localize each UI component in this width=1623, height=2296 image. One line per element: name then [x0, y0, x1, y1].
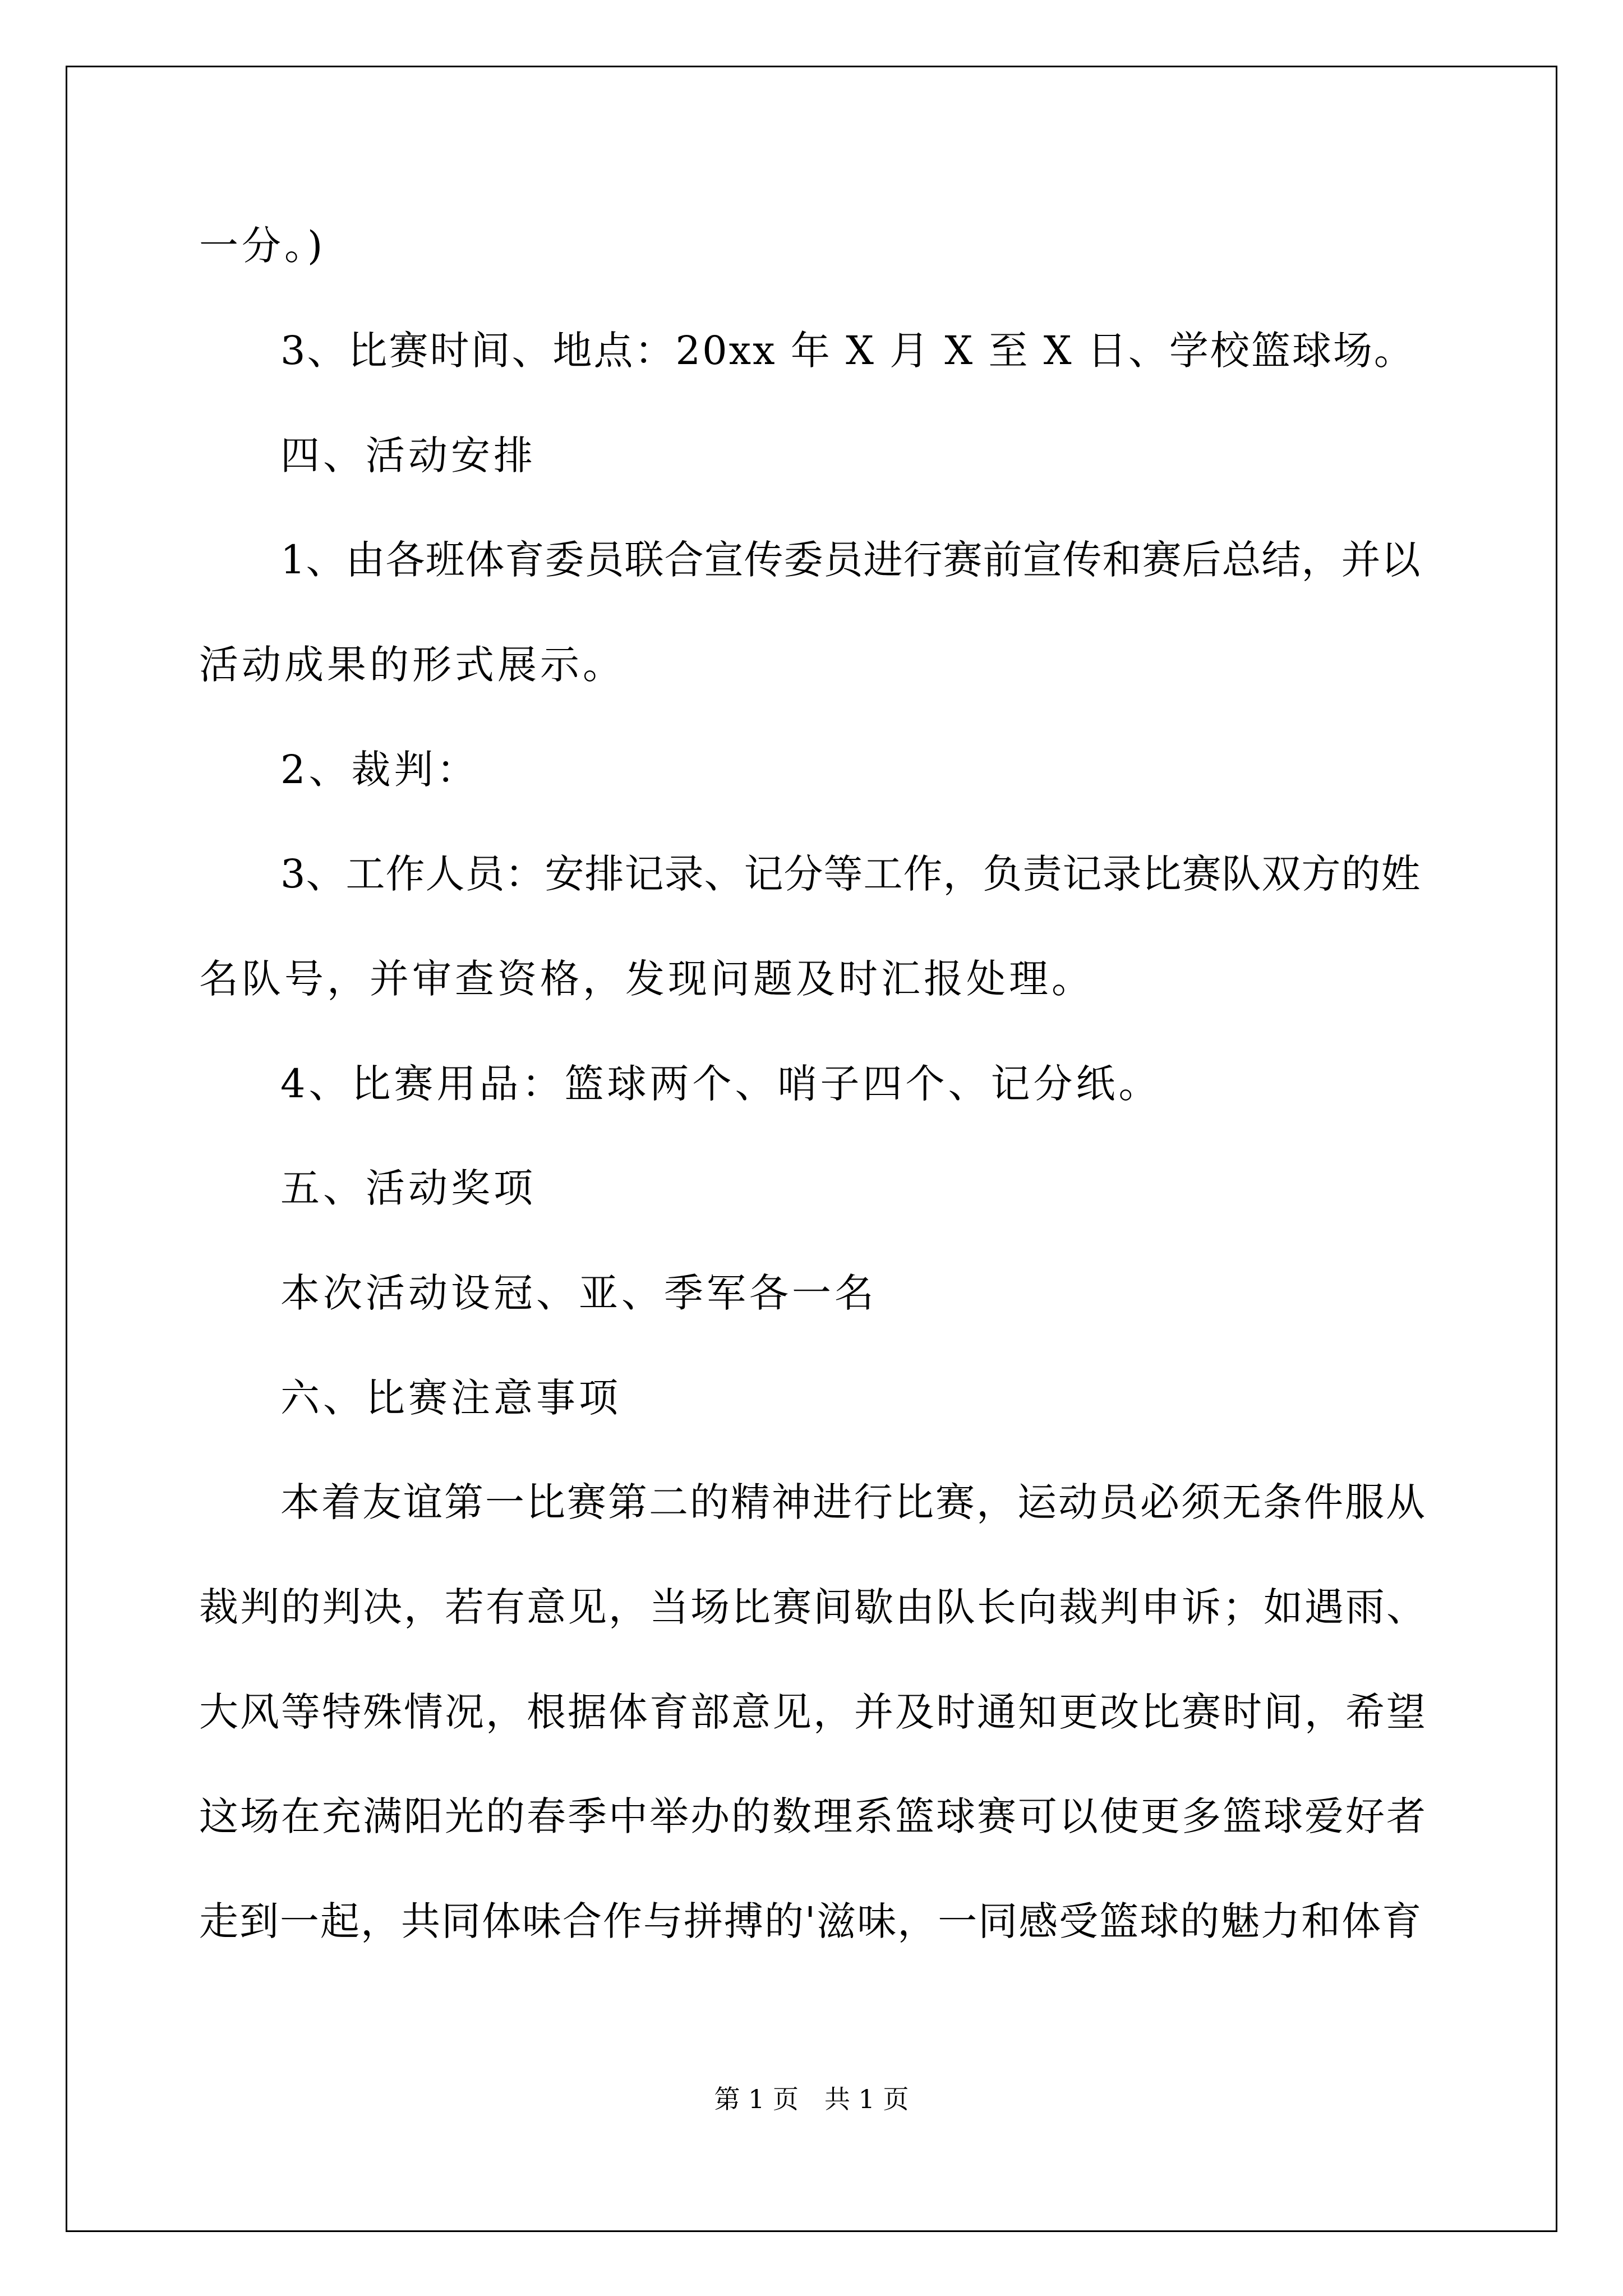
text-line: 大风等特殊情况，根据体育部意见，并及时通知更改比赛时间，希望: [199, 1689, 1427, 1735]
text-line: 这场在充满阳光的春季中举办的数理系篮球赛可以使更多篮球爱好者: [199, 1793, 1427, 1839]
page-footer: 第 1 页 共 1 页: [714, 2084, 909, 2114]
text-line: 1、由各班体育委员联合宣传委员进行赛前宣传和赛后总结，并以: [280, 537, 1421, 583]
text-line: 名队号，并审查资格，发现问题及时汇报处理。: [199, 956, 1094, 1002]
section-heading: 六、比赛注意事项: [280, 1375, 621, 1421]
text-line: 本次活动设冠、亚、季军各一名: [280, 1270, 877, 1316]
text-line: 一分。): [199, 223, 326, 269]
text-line: 3、比赛时间、地点：20xx 年 X 月 X 至 X 日、学校篮球场。: [280, 328, 1415, 374]
text-line: 2、裁判：: [280, 747, 479, 793]
text-line: 3、工作人员：安排记录、记分等工作，负责记录比赛队双方的姓: [280, 851, 1421, 897]
text-line: 裁判的判决，若有意见，当场比赛间歇由队长向裁判申诉；如遇雨、: [199, 1584, 1427, 1630]
section-heading: 四、活动安排: [280, 432, 536, 478]
text-line: 活动成果的形式展示。: [199, 642, 625, 688]
section-heading: 五、活动奖项: [280, 1165, 536, 1211]
text-line: 走到一起，共同体味合作与拼搏的'滋味，一同感受篮球的魅力和体育: [199, 1898, 1423, 1944]
text-line: 4、比赛用品：篮球两个、哨子四个、记分纸。: [280, 1061, 1161, 1107]
text-line: 本着友谊第一比赛第二的精神进行比赛，运动员必须无条件服从: [280, 1479, 1427, 1525]
